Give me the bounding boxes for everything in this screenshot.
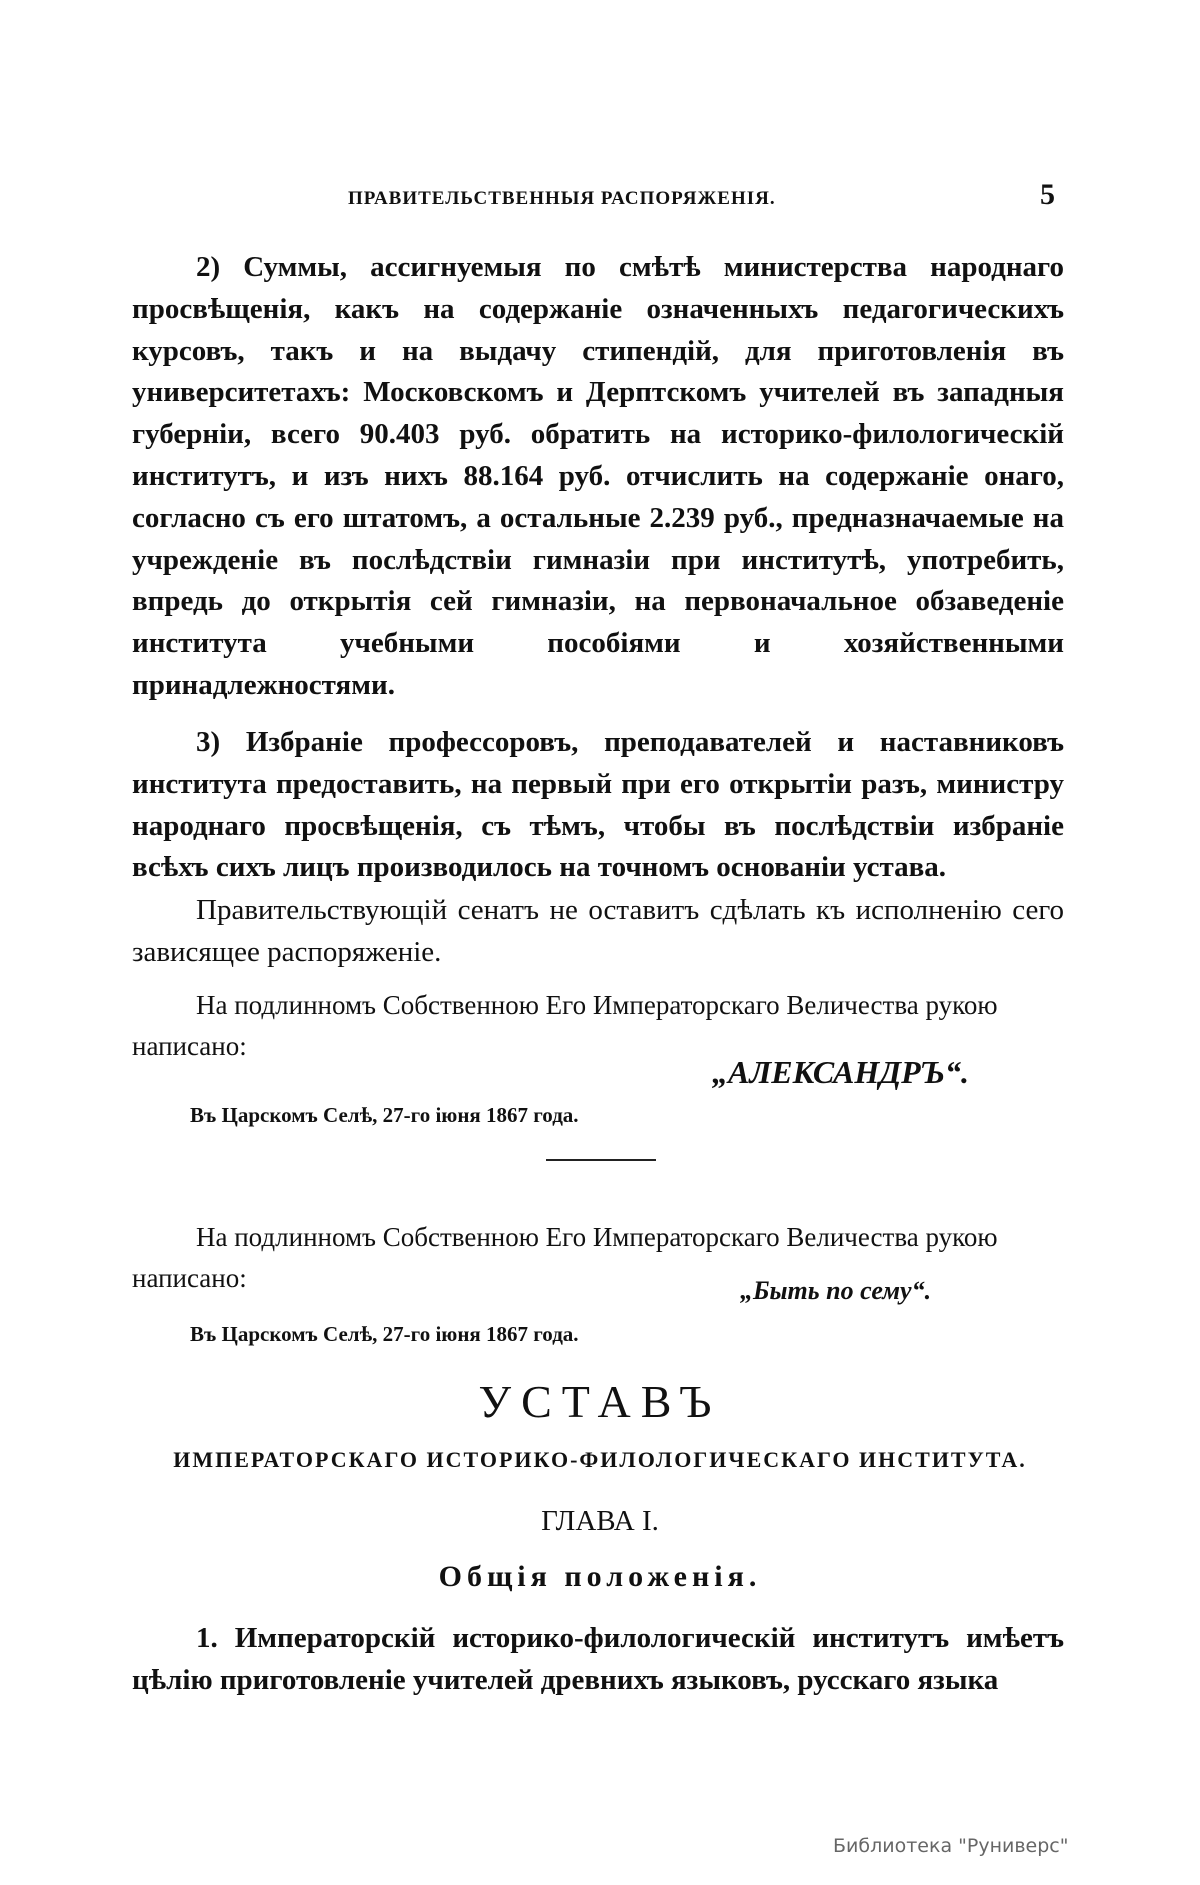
paragraph-3-election: 3) Избраніе профессоровъ, преподавателей и наставниковъ института предоставить, на первый при его открытіи разъ, министру народнаго просвѣщенія, съ тѣмъ, чтобы въ послѣдствіи избраніе всѣхъ сихъ лицъ производилось на точномъ основаніи устава.: [132, 726, 1064, 884]
section-divider: [546, 1159, 656, 1161]
page-number: 5: [1040, 178, 1055, 211]
paragraph-senate: Правительствующій сенатъ не оставитъ сдѣлать къ исполненію сего зависящее распоряженіе.: [132, 894, 1064, 968]
place-date-1: Въ Царскомъ Селѣ, 27-го іюня 1867 года.: [190, 1103, 579, 1127]
library-watermark: Библиотека "Руниверс": [833, 1835, 1069, 1857]
institute-title: ИМПЕРАТОРСКАГО ИСТОРИКО-ФИЛОЛОГИЧЕСКАГО ИНСТИТУТА.: [173, 1447, 1027, 1472]
section-title: Общія положенія.: [438, 1560, 762, 1593]
signature-alexander: „АЛЕКСАНДРЪ“.: [712, 1054, 969, 1090]
paragraph-2-sums: 2) Суммы, ассигнуемыя по смѣтѣ министерства народнаго просвѣщенія, какъ на содержаніе означенныхъ педагогическихъ курсовъ, такъ и на выдачу стипендій, для приготовленія въ университетахъ: Московскомъ и Дерптскомъ учителей въ западныя губерніи, всего 90.403 руб. обратить на историко-филологическій институтъ, и изъ нихъ 88.164 руб. отчислить на содержаніе онаго, согласно съ его штатомъ, а остальные 2.239 руб., предназначаемые на учрежденіе въ послѣдствіи гимназіи при институтѣ, употребить, впредь до открытія сей гимназіи, на первоначальное обзаведеніе института учебными пособіями и хозяйственными принадлежностями.: [132, 251, 1064, 701]
signature-note-1: На подлинномъ Собственною Его Императорскаго Величества рукою написано:: [132, 990, 998, 1061]
running-head: ПРАВИТЕЛЬСТВЕННЫЯ РАСПОРЯЖЕНІЯ.: [348, 188, 776, 209]
article-1: 1. Императорскій историко-филологическій институтъ имѣетъ цѣлію приготовленіе учителей древнихъ языковъ, русскаго языка: [132, 1622, 1064, 1696]
place-date-2: Въ Царскомъ Селѣ, 27-го іюня 1867 года.: [190, 1322, 579, 1346]
signature-approval: „Быть по сему“.: [740, 1276, 932, 1305]
signature-note-2: На подлинномъ Собственною Его Императорскаго Величества рукою написано:: [132, 1222, 998, 1293]
chapter-title: ГЛАВА I.: [541, 1505, 659, 1537]
charter-title: УСТАВЪ: [478, 1376, 722, 1427]
